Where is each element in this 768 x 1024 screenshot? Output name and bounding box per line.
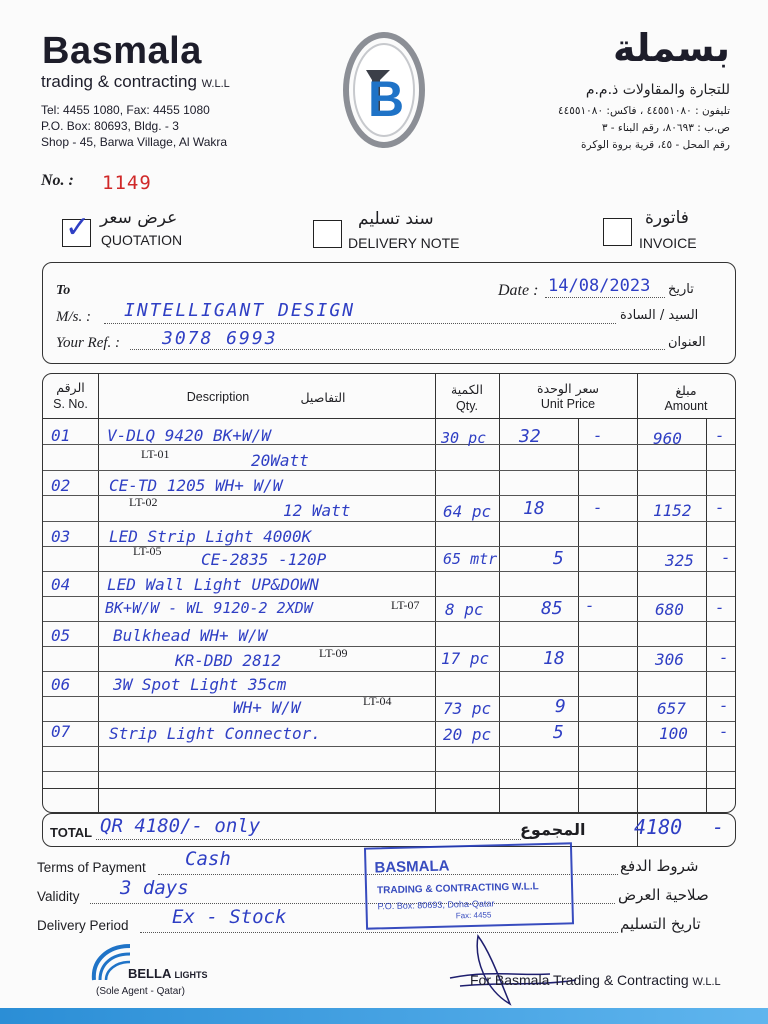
quotation-label-ar: عرض سعر	[100, 208, 178, 228]
qty-header-en: Qty.	[456, 399, 478, 413]
total-amount-dash: -	[712, 815, 725, 839]
row-price-dash: -	[593, 426, 603, 445]
company-name-en: Basmala	[42, 30, 202, 72]
row-sno: 01	[51, 426, 71, 445]
total-label-ar: المجموع	[520, 820, 586, 839]
company-subtitle-suffix: W.L.L	[201, 78, 230, 90]
row-qty: 20 pc	[443, 725, 492, 744]
validity-value[interactable]: 3 days	[120, 877, 189, 899]
qty-header-ar: الكمية	[451, 382, 483, 397]
row-amount-dash: -	[715, 598, 725, 617]
row-qty: 73 pc	[443, 699, 492, 718]
row-unit-price: 18	[543, 648, 565, 669]
company-po-box: P.O. Box: 80693, Bldg. - 3	[41, 119, 179, 133]
row-unit-price: 32	[519, 426, 541, 447]
row-sno: 07	[51, 722, 71, 741]
row-description-line1: V-DLQ 9420 BK+W/W	[107, 426, 271, 445]
sole-agent-text: (Sole Agent - Qatar)	[96, 986, 185, 997]
row-description-line1: LED Wall Light UP&DOWN	[107, 575, 319, 594]
to-label: To	[56, 283, 71, 298]
delivery-note-label-en: DELIVERY NOTE	[348, 235, 460, 251]
total-amount: 4180	[634, 815, 683, 839]
row-description-line1: Strip Light Connector.	[109, 724, 321, 743]
date-label: Date :	[498, 282, 539, 299]
company-shop-address: Shop - 45, Barwa Village, Al Wakra	[41, 135, 228, 149]
bella-suffix: LIGHTS	[174, 970, 208, 980]
logo-letter: B	[367, 71, 405, 127]
for-company-text	[470, 972, 721, 988]
row-amount: 680	[655, 600, 684, 619]
amount-header-en: Amount	[664, 399, 708, 413]
row-unit-price: 5	[553, 722, 564, 743]
doc-number-label: No. :	[41, 172, 74, 189]
company-stamp	[364, 842, 574, 929]
invoice-label-en: INVOICE	[639, 235, 697, 251]
row-description-line1: LED Strip Light 4000K	[109, 527, 312, 546]
row-description-line2: BK+W/W - WL 9120-2 2XDW	[105, 599, 313, 617]
stamp-line2: TRADING & CONTRACTING W.L.L	[376, 881, 539, 897]
check-mark-icon: ✓	[65, 211, 91, 244]
row-description-line1: Bulkhead WH+ W/W	[113, 626, 268, 645]
sno-header-en: S. No.	[53, 397, 88, 411]
bella-name: BELLA	[128, 966, 171, 981]
row-sno: 04	[51, 575, 71, 594]
row-item-code: LT-07	[391, 598, 420, 612]
address-label-ar: العنوان	[668, 335, 706, 350]
row-amount-dash: -	[719, 696, 729, 715]
ms-label-ar: السيد / السادة	[620, 308, 699, 323]
date-label-ar: تاريخ	[668, 282, 694, 297]
row-price-dash: -	[593, 498, 603, 517]
row-qty: 65 mtr	[443, 550, 498, 568]
ms-value[interactable]: INTELLIGANT DESIGN	[124, 300, 356, 321]
row-qty: 8 pc	[445, 600, 484, 619]
delivery-period-label-ar: تاريخ التسليم	[620, 915, 701, 933]
items-table	[42, 373, 736, 813]
amount-header-ar: مبلغ	[675, 383, 697, 398]
row-unit-price: 5	[553, 548, 564, 569]
company-name-ar: بسملة	[613, 26, 730, 70]
stamp-line1: BASMALA	[374, 857, 450, 877]
company-subtitle-ar: للتجارة والمقاولات ذ.م.م	[585, 82, 730, 98]
row-description-line2: 20Watt	[251, 451, 309, 470]
row-item-code: LT-05	[133, 544, 162, 558]
row-item-code: LT-09	[319, 646, 348, 660]
delivery-note-label-ar: سند تسليم	[358, 209, 434, 229]
company-po-box-ar: ص.ب : ٨٠٦٩٣، رقم البناء - ٣	[601, 122, 730, 134]
company-subtitle-text: trading & contracting	[41, 72, 197, 91]
terms-of-payment-label-ar: شروط الدفع	[620, 857, 699, 875]
row-amount: 1152	[653, 501, 692, 520]
row-unit-price: 18	[523, 498, 545, 519]
row-unit-price: 9	[555, 696, 566, 717]
invoice-checkbox[interactable]	[603, 218, 632, 246]
company-tel-fax-ar: تليفون : ٤٤٥٥١٠٨٠ ، فاكس: ٤٤٥٥١٠٨٠	[557, 105, 730, 117]
validity-label-ar: صلاحية العرض	[618, 886, 709, 904]
row-description-line1: 3W Spot Light 35cm	[113, 675, 287, 694]
your-ref-label: Your Ref. :	[56, 335, 121, 351]
unit-price-header-en: Unit Price	[540, 397, 596, 411]
company-tel-fax: Tel: 4455 1080, Fax: 4455 1080	[41, 103, 210, 117]
row-item-code: LT-01	[141, 447, 170, 461]
row-qty: 30 pc	[441, 429, 487, 447]
row-amount-dash: -	[719, 722, 729, 741]
row-qty: 64 pc	[443, 502, 492, 521]
delivery-period-label: Delivery Period	[37, 918, 129, 933]
sno-header-ar: الرقم	[56, 380, 85, 395]
company-logo	[340, 30, 428, 150]
row-amount-dash: -	[715, 498, 725, 517]
stamp-line4: Fax: 4455	[455, 910, 492, 921]
row-description-line2: WH+ W/W	[233, 698, 301, 717]
signature	[430, 930, 580, 1010]
row-unit-price: 85	[541, 598, 563, 619]
company-subtitle-en	[41, 72, 230, 92]
row-price-dash: -	[585, 596, 595, 615]
row-amount-dash: -	[721, 548, 731, 567]
for-company-suffix: W.L.L	[692, 976, 721, 988]
row-description-line2: 12 Watt	[283, 501, 351, 520]
total-label: TOTAL	[50, 825, 93, 840]
description-header-en: Description	[186, 390, 250, 404]
row-amount: 960	[653, 429, 682, 448]
total-in-words: QR 4180/- only	[100, 815, 261, 837]
quotation-label-en: QUOTATION	[101, 232, 183, 248]
row-item-code: LT-04	[363, 694, 392, 708]
stamp-line3: P.O. Box: 80693, Doha-Qatar	[377, 898, 495, 912]
logo-emblem	[340, 30, 428, 150]
delivery-period-value[interactable]: Ex - Stock	[172, 906, 287, 928]
footer-color-bar	[0, 1008, 768, 1024]
row-description-line2: KR-DBD 2812	[175, 651, 281, 670]
row-amount: 306	[655, 650, 684, 669]
company-shop-address-ar: رقم المحل - ٤٥، قرية بروة الوكرة	[581, 139, 730, 151]
row-item-code: LT-02	[129, 495, 158, 509]
row-description-line2: CE-2835 -120P	[201, 550, 327, 569]
bella-lights-logo	[88, 940, 218, 1000]
row-amount-dash: -	[715, 426, 725, 445]
terms-of-payment-label: Terms of Payment	[37, 860, 146, 875]
row-sno: 03	[51, 527, 71, 546]
row-amount: 100	[659, 724, 688, 743]
row-qty: 17 pc	[441, 649, 490, 668]
row-sno: 05	[51, 626, 71, 645]
row-sno: 06	[51, 675, 71, 694]
row-amount: 657	[657, 699, 686, 718]
ms-label: M/s. :	[56, 309, 91, 325]
terms-of-payment-value[interactable]: Cash	[185, 848, 231, 870]
doc-number-value: 1149	[102, 172, 152, 194]
row-description-line1: CE-TD 1205 WH+ W/W	[109, 476, 283, 495]
validity-label: Validity	[37, 889, 80, 904]
for-company-name: For Basmala Trading & Contracting	[470, 972, 689, 988]
quotation-checkbox[interactable]	[62, 211, 91, 247]
row-sno: 02	[51, 476, 71, 495]
description-header-ar: التفاصيل	[300, 390, 346, 405]
invoice-label-ar: فاتورة	[645, 208, 689, 228]
row-amount-dash: -	[719, 648, 729, 667]
date-value[interactable]: 14/08/2023	[548, 276, 651, 296]
unit-price-header-ar: سعر الوحدة	[537, 381, 599, 396]
delivery-note-checkbox[interactable]	[313, 220, 342, 248]
your-ref-value[interactable]: 3078 6993	[162, 328, 278, 349]
row-amount: 325	[665, 551, 694, 570]
